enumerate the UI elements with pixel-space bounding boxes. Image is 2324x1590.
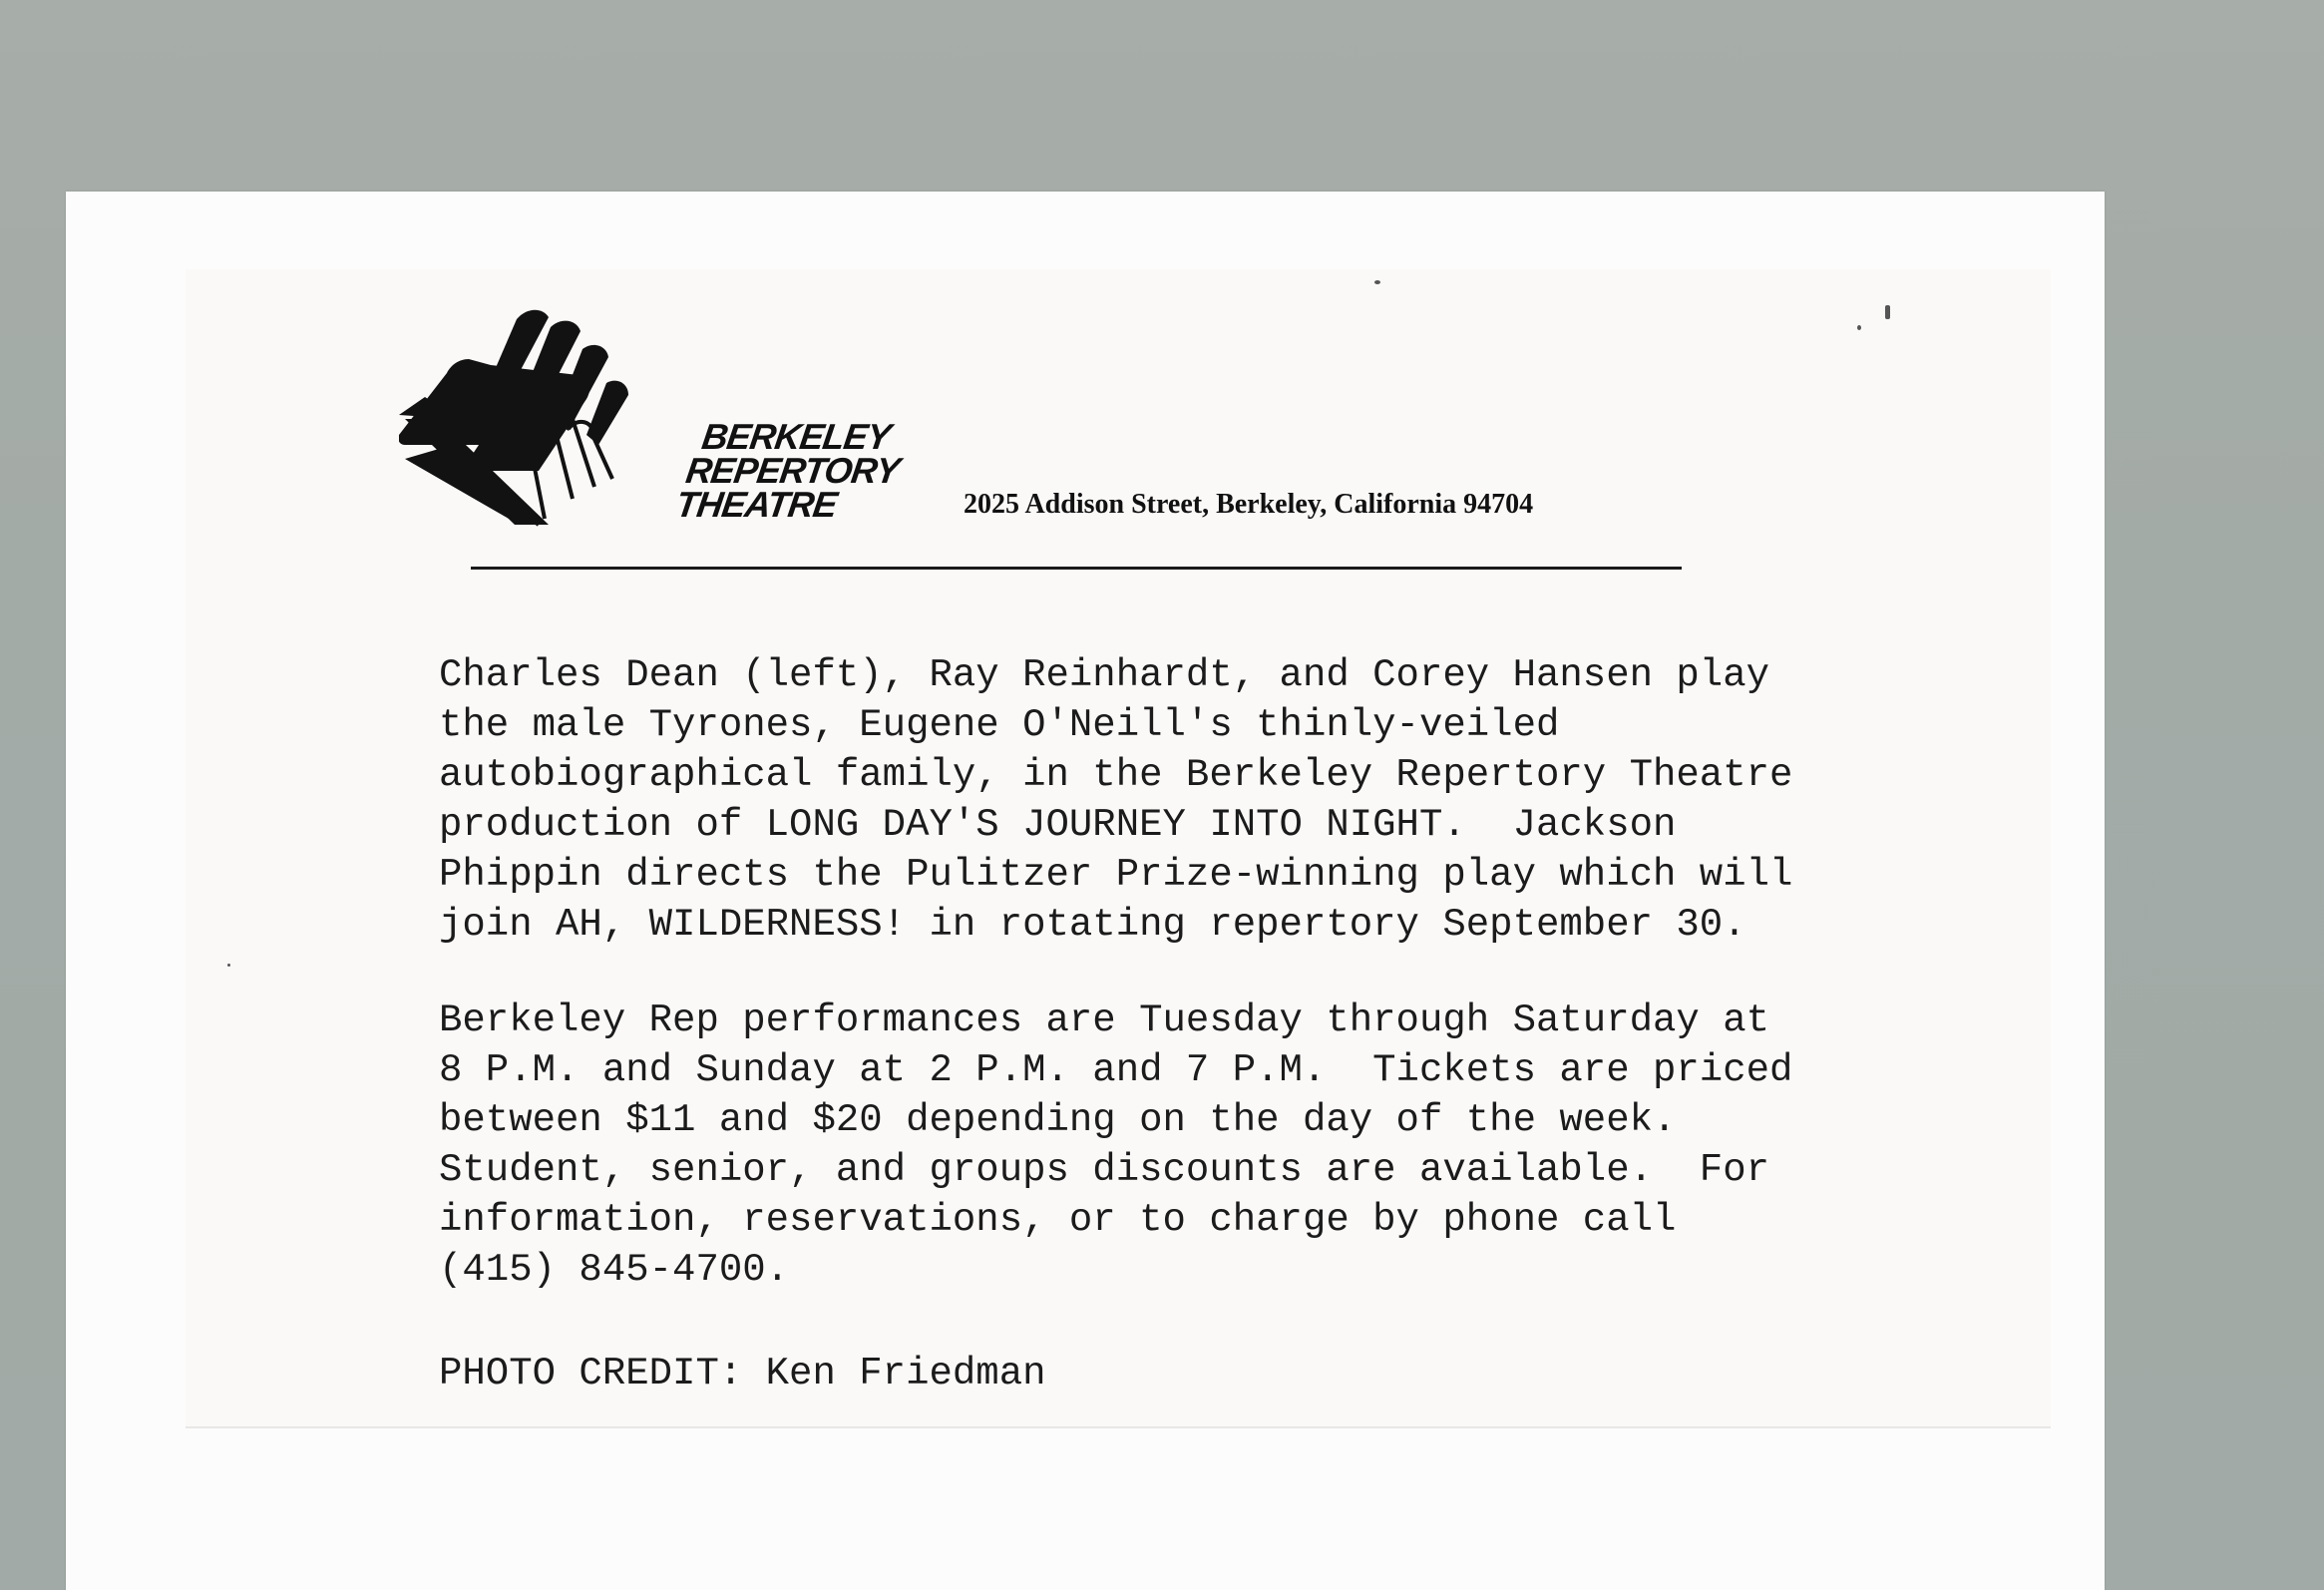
dust-speck (1374, 280, 1380, 284)
logo-text-line-1: BERKELEY (699, 416, 893, 457)
theatre-logo (399, 299, 938, 539)
performance-info-paragraph: Berkeley Rep performances are Tuesday through Saturday at 8 P.M. and Sunday at 2 P.M. and 7 P.M. Tickets are priced between $11 and $20 depending on the day of the week. Student, senior, and groups discounts are available. For information, reservations, or to charge by phone call (415) 845-4700. (439, 998, 1793, 1292)
caption-paragraph: Charles Dean (left), Ray Reinhardt, and Corey Hansen play the male Tyrones, Eugene O'Neill's thinly-veiled autobiographical family, in the Berkeley Repertory Theatre production of LONG DAY'S JOURNEY INTO NIGHT. Jackson Phippin directs the Pulitzer Prize-winning play which will join AH, WILDERNESS! in rotating repertory September 30. (439, 653, 1793, 947)
dust-speck (227, 964, 230, 967)
dust-speck (1857, 325, 1861, 330)
theatre-address: 2025 Addison Street, Berkeley, California 94704 (964, 489, 1534, 520)
dust-speck (1885, 305, 1890, 319)
logo-text-line-2: REPERTORY (683, 450, 903, 491)
header-divider (471, 567, 1682, 570)
photo-credit: PHOTO CREDIT: Ken Friedman (439, 1352, 1046, 1395)
logo-text-line-3: THEATRE (673, 484, 840, 525)
